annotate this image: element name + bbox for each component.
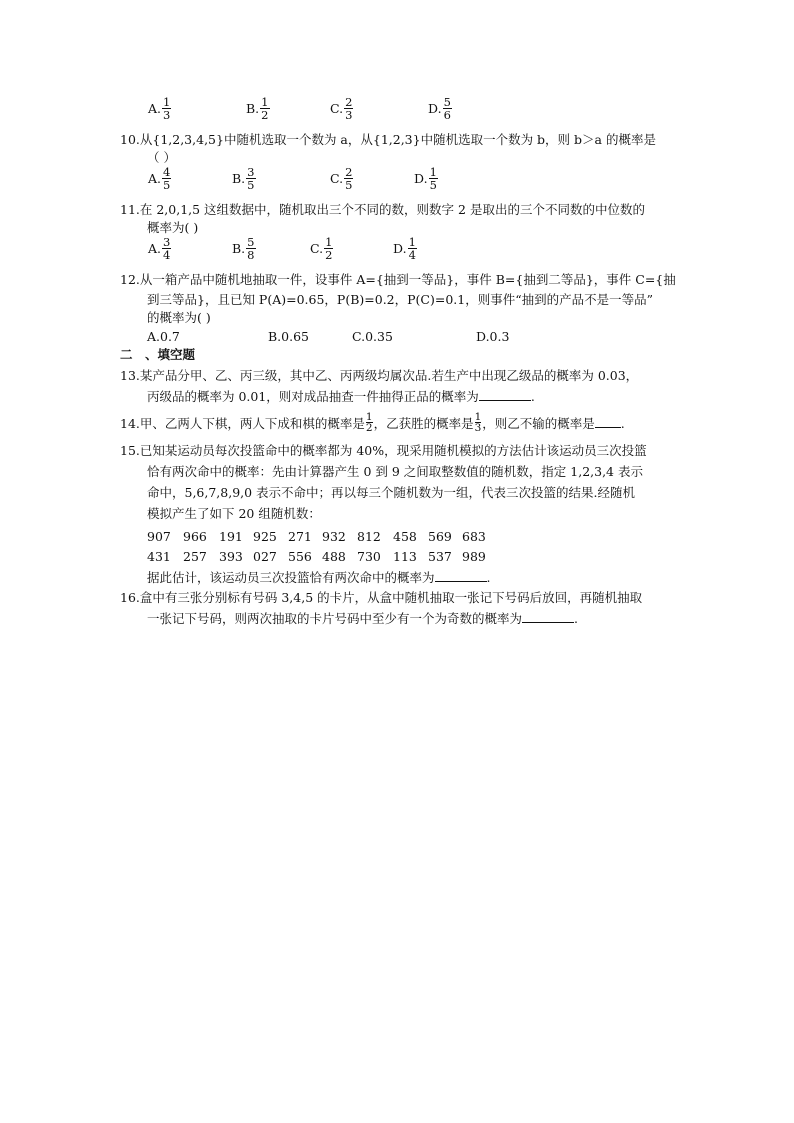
numerator: 3 (247, 165, 255, 179)
numerator: 1 (408, 235, 416, 249)
random-number: 488 (322, 549, 346, 564)
fraction (162, 96, 171, 121)
random-number: 458 (393, 529, 417, 544)
q13-line1: 13.某产品分甲、乙、丙三级，其中乙、丙两级均属次品.若生产中出现乙级品的概率为 0.03， (120, 368, 639, 383)
fraction (162, 166, 171, 191)
q15-text: 据此估计，该运动员三次投篮恰有两次命中的概率为 (147, 570, 435, 585)
random-number: 932 (322, 529, 346, 544)
option-letter: D. (414, 171, 428, 186)
option-letter: D. (428, 101, 442, 116)
numerator: 5 (247, 235, 255, 249)
numerator: 1 (325, 235, 333, 249)
q9-option-b (246, 96, 270, 121)
q12-option-d: D.0.3 (476, 329, 510, 344)
q10-option-a (148, 166, 171, 191)
denominator: 6 (443, 108, 451, 122)
numerator: 1 (163, 95, 171, 109)
numerator: 2 (345, 95, 353, 109)
q16-line1: 16.盒中有三张分别标有号码 3,4,5 的卡片，从盒中随机抽取一张记下号码后放回，再随机抽取 (120, 590, 643, 605)
q10-line2: （ ） (147, 150, 176, 165)
denominator: 2 (325, 248, 333, 262)
random-number: 925 (253, 529, 277, 544)
q10-line1: 10.从{1,2,3,4,5}中随机选取一个数为 a，从{1,2,3}中随机选取一个数为 b，则 b＞a 的概率是 (120, 132, 656, 147)
q12-line3: 的概率为( ) (147, 310, 211, 325)
random-number: 431 (147, 549, 171, 564)
fraction (429, 166, 438, 191)
denominator: 2 (261, 108, 269, 122)
fraction (344, 96, 353, 121)
fraction (443, 96, 452, 121)
denominator: 8 (247, 248, 255, 262)
q11-option-b (232, 236, 256, 261)
random-number: 271 (288, 529, 312, 544)
q10-option-b (232, 166, 256, 191)
random-number: 730 (357, 549, 381, 564)
period: . (530, 389, 535, 404)
q14-text-1: 14.甲、乙两人下棋，两人下成和棋的概率是 (120, 416, 365, 431)
numerator: 2 (345, 165, 353, 179)
numerator: 4 (163, 165, 171, 179)
option-letter: B. (246, 101, 260, 116)
option-letter: D. (393, 241, 407, 256)
random-number: 257 (183, 549, 207, 564)
answer-blank (595, 415, 621, 428)
option-letter: A. (148, 101, 162, 116)
fraction (475, 412, 482, 433)
period: . (486, 570, 491, 585)
answer-blank (522, 610, 574, 623)
random-number: 027 (253, 549, 277, 564)
option-letter: B. (232, 241, 246, 256)
q15-line3: 命中，5,6,7,8,9,0 表示不命中；再以每三个随机数为一组，代表三次投篮的结果.经随机 (147, 485, 636, 500)
period: . (574, 611, 578, 626)
denominator: 5 (345, 178, 353, 192)
denominator: 4 (408, 248, 416, 262)
period: . (620, 416, 625, 431)
option-letter: C. (310, 241, 324, 256)
option-letter: A. (148, 171, 162, 186)
q12-option-a: A.0.7 (147, 329, 180, 344)
fraction (260, 96, 269, 121)
denominator: 5 (163, 178, 171, 192)
q15-line1: 15.已知某运动员每次投篮命中的概率都为 40%，现采用随机模拟的方法估计该运动员三次投篮 (120, 443, 647, 458)
denominator: 2 (365, 422, 373, 434)
q10-option-d (414, 166, 438, 191)
random-number: 907 (147, 529, 171, 544)
q11-line2: 概率为( ) (147, 220, 199, 235)
random-number: 812 (357, 529, 381, 544)
answer-blank (479, 388, 531, 401)
numerator: 1 (429, 165, 437, 179)
random-number: 393 (219, 549, 243, 564)
q11-option-d (393, 236, 417, 261)
numerator: 1 (261, 95, 269, 109)
q12-line2: 到三等品}，且已知 P(A)=0.65，P(B)=0.2，P(C)=0.1，则事件“抽到的产品不是一等品” (147, 292, 653, 307)
fraction (408, 236, 417, 261)
option-letter: B. (232, 171, 246, 186)
q9-option-c (330, 96, 353, 121)
random-number: 569 (428, 529, 452, 544)
numerator: 1 (474, 411, 482, 423)
q11-option-c (310, 236, 333, 261)
section-heading: 二 、填空题 (120, 347, 196, 362)
q10-option-c (330, 166, 353, 191)
fraction (246, 166, 255, 191)
random-number: 989 (462, 549, 486, 564)
q16-text: 一张记下号码，则两次抽取的卡片号码中至少有一个为奇数的概率为 (147, 611, 523, 626)
numerator: 3 (163, 235, 171, 249)
fraction (344, 166, 353, 191)
random-number: 966 (183, 529, 207, 544)
denominator: 3 (345, 108, 353, 122)
q11-line1: 11.在 2,0,1,5 这组数据中，随机取出三个不同的数，则数字 2 是取出的三个不同数的中位数的 (120, 202, 645, 217)
numerator: 5 (443, 95, 451, 109)
denominator: 5 (429, 178, 437, 192)
option-letter: A. (148, 241, 162, 256)
fraction (246, 236, 255, 261)
q9-option-d (428, 96, 452, 121)
q9-option-a (148, 96, 171, 121)
fraction (324, 236, 333, 261)
denominator: 5 (247, 178, 255, 192)
q14-text-3: ，则乙不输的概率是 (482, 416, 595, 431)
denominator: 4 (163, 248, 171, 262)
random-number: 113 (393, 549, 417, 564)
answer-blank (435, 569, 487, 582)
q12-option-b: B.0.65 (268, 329, 309, 344)
denominator: 3 (474, 422, 482, 434)
q11-option-a (148, 236, 171, 261)
q15-line2: 恰有两次命中的概率：先由计算器产生 0 到 9 之间取整数值的随机数，指定 1,2,3,4 表示 (147, 464, 643, 479)
random-number: 191 (219, 529, 243, 544)
random-number: 556 (288, 549, 312, 564)
q14-line (120, 411, 625, 435)
q15-line4: 模拟产生了如下 20 组随机数： (147, 506, 321, 521)
q16-line2 (147, 610, 578, 627)
q15-line5 (147, 569, 491, 586)
q12-line1: 12.从一箱产品中随机地抽取一件，设事件 A={抽到一等品}，事件 B={抽到二等品}，事件 C={抽 (120, 272, 676, 287)
q13-line2 (147, 388, 535, 405)
random-number: 537 (428, 549, 452, 564)
option-letter: C. (330, 101, 344, 116)
fraction (366, 412, 373, 433)
option-letter: C. (330, 171, 344, 186)
random-number: 683 (462, 529, 486, 544)
denominator: 3 (163, 108, 171, 122)
numerator: 1 (365, 411, 373, 423)
q12-option-c: C.0.35 (352, 329, 393, 344)
q14-text-2: ，乙获胜的概率是 (373, 416, 474, 431)
q13-text: 丙级品的概率为 0.01，则对成品抽查一件抽得正品的概率为 (147, 389, 479, 404)
fraction (162, 236, 171, 261)
